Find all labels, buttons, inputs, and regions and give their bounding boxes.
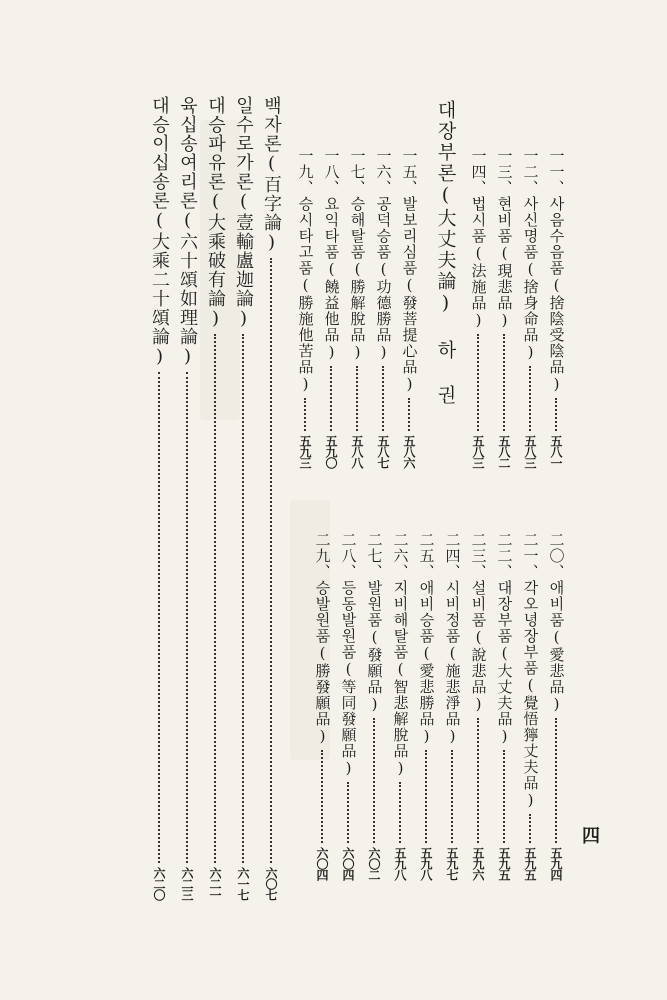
entry-number: 一五、 [400,148,419,196]
toc-entry [517,532,543,880]
entry-number: 一一、 [547,148,566,196]
entry-page: 五八一 [549,435,563,468]
leader-dots [242,334,244,863]
entry-page: 五八七 [376,435,390,468]
entry-page: 五九五 [497,847,511,880]
leader-dots [304,398,306,431]
entry-title: 시비정품(施悲淨品) [443,580,462,746]
entry-number: 一七、 [348,148,367,196]
entry-number: 二三、 [469,532,488,580]
entry-number: 一六、 [374,148,393,196]
toc-entry [439,532,465,880]
leader-dots [373,718,375,843]
entry-number: 一二、 [521,148,540,196]
toc-entry [292,148,318,468]
toc-entry [517,148,543,468]
entry-page: 五九八 [393,847,407,880]
entry-page: 五九〇 [324,435,338,468]
toc-entry [413,532,439,880]
leader-dots [555,398,557,431]
toc-entry [543,532,569,880]
entry-page: 五九四 [549,847,563,880]
entry-page: 五八六 [402,435,416,468]
leader-dots [529,814,531,843]
entry-page: 五九七 [445,847,459,880]
leader-dots [356,366,358,431]
leader-dots [555,718,557,843]
entry-page: 六二三 [180,867,194,900]
entry-title: 설비품(說悲品) [469,580,488,714]
entry-title: 애비승품(愛悲勝品) [417,580,436,746]
leader-dots [503,750,505,843]
toc-entry [335,532,361,880]
entry-page: 六二〇 [152,867,166,900]
entry-title: 지비해탈품(智悲解脫品) [391,580,410,778]
leader-dots [451,750,453,843]
toc-entry [361,532,387,880]
entry-page: 六〇四 [315,847,329,880]
leader-dots [186,372,188,863]
entry-title: 발보리심품(發菩提心品) [400,196,419,394]
entry-page: 五九三 [298,435,312,468]
entry-number: 一八、 [322,148,341,196]
book-title: 대승파유론(大乘破有論) [205,96,226,330]
entry-title: 각오녕장부품(覺悟獰丈夫品) [521,580,540,810]
book-title: 백자론(百字論) [261,96,282,254]
entry-title: 승시타고품(勝施他苦品) [296,196,315,394]
section-heading [432,100,458,406]
toc-entry [318,148,344,468]
leader-dots [270,258,272,863]
entry-number: 二一、 [521,532,540,580]
entry-title: 현비품(現悲品) [495,196,514,330]
toc-entry [543,148,569,468]
entry-number: 一九、 [296,148,315,196]
leader-dots [399,782,401,843]
toc-entry [465,532,491,880]
entry-title: 사음수음품(捨陰受陰品) [547,196,566,394]
entry-title: 승발원품(勝發願品) [313,580,332,746]
entry-number: 二八、 [339,532,358,580]
toc-entry [491,532,517,880]
book-title: 대승이십송론(大乘二十頌論) [149,96,170,368]
entry-page: 六二一 [208,867,222,900]
entry-title: 법시품(法施品) [469,196,488,330]
entry-number: 二二、 [495,532,514,580]
leader-dots [408,398,410,431]
book-entry [202,96,228,900]
entry-title: 대장부품(大丈夫品) [495,580,514,746]
leader-dots [214,334,216,863]
book-entry [258,96,284,900]
entry-title: 사신명품(捨身命品) [521,196,540,362]
entry-page: 五九六 [471,847,485,880]
leader-dots [158,372,160,863]
leader-dots [330,366,332,431]
book-entry [230,96,256,900]
entry-page: 五八八 [350,435,364,468]
entry-page: 六〇二 [367,847,381,880]
book-entry [174,96,200,900]
entry-page: 五八三 [523,435,537,468]
leader-dots [477,718,479,843]
section-title: 대장부론(大丈夫論) 하 권 [434,100,457,406]
entry-title: 발원품(發願品) [365,580,384,714]
entry-page: 五八二 [497,435,511,468]
entry-page: 五八三 [471,435,485,468]
toc-entry [387,532,413,880]
leader-dots [347,782,349,843]
leader-dots [529,366,531,431]
leader-dots [477,334,479,431]
entry-page: 五九五 [523,847,537,880]
leader-dots [425,750,427,843]
book-title: 육십송여리론(六十頌如理論) [177,96,198,368]
leader-dots [382,366,384,431]
entry-number: 二七、 [365,532,384,580]
entry-number: 一三、 [495,148,514,196]
entry-number: 二六、 [391,532,410,580]
entry-page: 六〇四 [341,847,355,880]
toc-entry [344,148,370,468]
book-entry [146,96,172,900]
entry-page: 五九八 [419,847,433,880]
entry-title: 등동발원품(等同發願品) [339,580,358,778]
toc-entry [309,532,335,880]
entry-number: 二四、 [443,532,462,580]
entry-title: 승해탈품(勝解脫品) [348,196,367,362]
toc-entry [396,148,422,468]
leader-dots [503,334,505,431]
page-number: 四 [582,826,600,847]
entry-number: 一四、 [469,148,488,196]
toc-entry [465,148,491,468]
book-title: 일수로가론(壹輸盧迦論) [233,96,254,330]
entry-title: 요익타품(饒益他品) [322,196,341,362]
leader-dots [321,750,323,843]
toc-entry [370,148,396,468]
entry-page: 六〇七 [264,867,278,900]
entry-page: 六一七 [236,867,250,900]
entry-title: 애비품(愛悲品) [547,580,566,714]
entry-number: 二九、 [313,532,332,580]
entry-number: 二〇、 [547,532,566,580]
entry-number: 二五、 [417,532,436,580]
entry-title: 공덕승품(功德勝品) [374,196,393,362]
toc-entry [491,148,517,468]
